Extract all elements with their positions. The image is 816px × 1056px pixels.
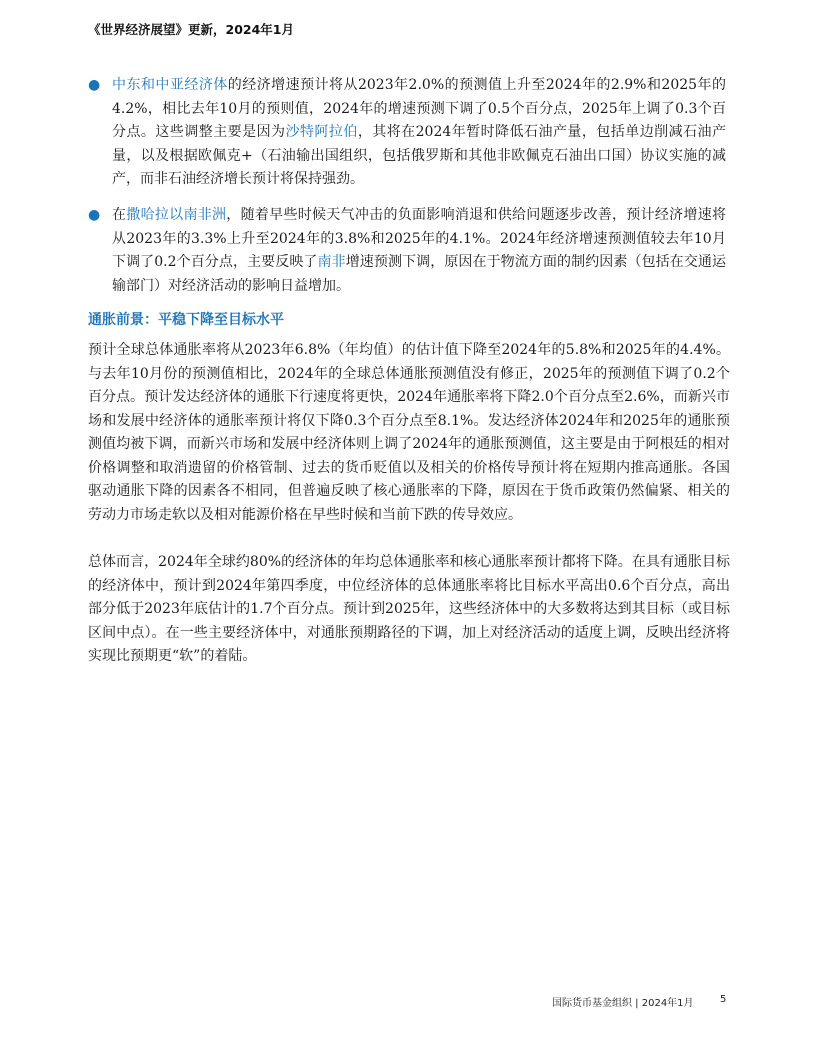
bullet-dot-icon: ● — [88, 77, 101, 93]
bullet-text-part: ，其将在2024年暂时降低石油产量，包括单边削减石油产量，以及根据欧佩克+（石油输出国组织，包括俄罗斯和其他非欧佩克石油出口国）协议实施的减产，而非石油经济增长预计将保持强劲。 — [112, 124, 726, 187]
highlight-term: 撒哈拉以南非洲 — [126, 207, 227, 223]
bullet-dot-icon: ● — [88, 207, 101, 223]
body-paragraph: 总体而言，2024年全球约80%的经济体的年均总体通胀率和核心通胀率预计都将下降。在具有通胀目标的经济体中，预计到2024年第四季度，中位经济体的总体通胀率将比目标水平高出0.6个百分点，高出部分低于2023年底估计的1.7个百分点。预计到2025年，这些经济体中的大多数将达到其目标（或目标区间中点）。在一些主要经济体中，对通胀预期路径的下调，加上对经济活动的适度上调，反映出经济将实现比预期更“软”的着陆。 — [88, 554, 730, 664]
footer-source: 国际货币基金组织 | 2024年1月 — [552, 998, 694, 1009]
page-header: 《世界经济展望》更新，2024年1月 — [88, 22, 294, 37]
page-number: 5 — [720, 994, 727, 1005]
bullet-text — [112, 204, 726, 298]
body-paragraph: 预计全球总体通胀率将从2023年6.8%（年均值）的估计值下降至2024年的5.8%和2025年的4.4%。与去年10月份的预测值相比，2024年的全球总体通胀预测值没有修正，2025年的预测值下调了0.2个百分点。预计发达经济体的通胀下行速度将更快，2024年通胀率将下降2.0个百分点至2.6%，而新兴市场和发展中经济体的通胀率预计将仅下降0.3个百分点至8.1%。发达经济体2024年和2025年的通胀预测值均被下调，而新兴市场和发展中经济体则上调了2024年的通胀预测值，这主要是由于阿根廷的相对价格调整和取消遗留的价格管制、过去的货币贬值以及相关的价格传导预计将在短期内推高通胀。各国驱动通胀下降的因素各不相同，但普遍反映了核心通胀率的下降，原因在于货币政策仍然偏紧、相关的劳动力市场走软以及相对能源价格在早些时候和当前下跌的传导效应。 — [88, 342, 730, 523]
bullet-text-part: 增速预测下调，原因在于物流方面的制约因素（包括在交通运输部门）对经济活动的影响日益增加。 — [112, 254, 727, 294]
bullet-text-part: 的经济增速预计将从2023年2.0%的预测值上升至2024年的2.9%和2025年的4.2%，相比去年10月的预则值，2024年的增速预测下调了0.5个百分点，2025年上调了0.3个百分点。这些调整主要是因为 — [112, 77, 726, 140]
bullet-item — [88, 74, 730, 192]
bullet-text-part: ，随着早些时候天气冲击的负面影响消退和供给问题逐步改善，预计经济增速将从2023年的3.3%上升至2024年的3.8%和2025年的4.1%。2024年经济增速预测值较去年10月下调了0.2个百分点，主要反映了 — [112, 207, 727, 270]
bullet-text-part: 在 — [112, 207, 127, 223]
highlight-term: 中东和中亚经济体 — [112, 77, 228, 93]
highlight-term: 沙特阿拉伯 — [285, 124, 358, 140]
highlight-term: 南非 — [317, 254, 346, 270]
section-heading: 通胀前景：平稳下降至目标水平 — [88, 312, 284, 328]
bullet-text — [112, 74, 726, 192]
bullet-item — [88, 204, 730, 298]
